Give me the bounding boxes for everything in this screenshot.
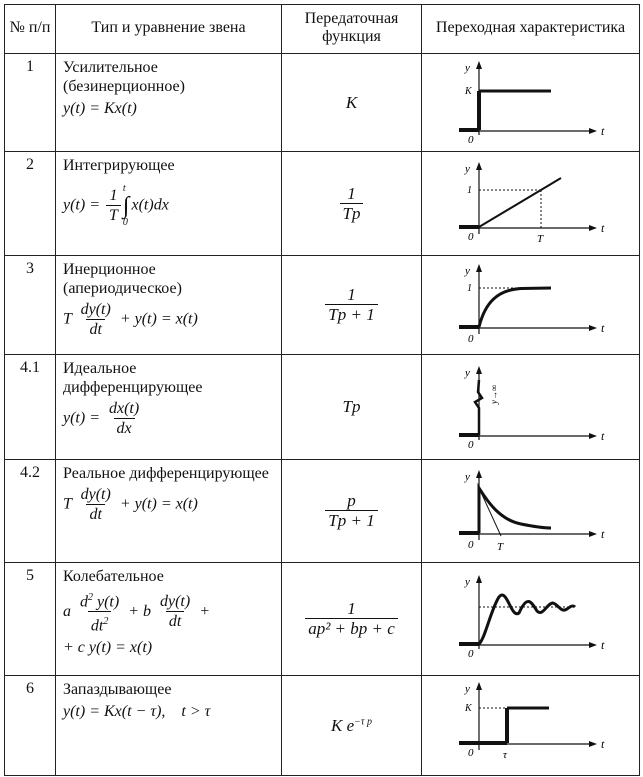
- axis-zero-label: 0: [467, 747, 473, 759]
- header-num: № п/п: [5, 5, 56, 54]
- transfer-function: Tp: [282, 355, 422, 460]
- link-type-name: Идеальное дифференцирующее: [63, 360, 203, 396]
- axis-y-label: y: [464, 62, 470, 74]
- axis-k-label: K: [464, 703, 472, 714]
- axis-zero-label: 0: [467, 231, 473, 243]
- link-equation: a $\frac{d^2 y(t)}{dt^2}$ + b $\frac{dy(t)}{dt}$ +: [63, 592, 210, 635]
- axis-t-label: t: [600, 737, 604, 751]
- aperiodic-response-chart: [451, 258, 611, 348]
- transfer-function: $\frac{p}{Tp + 1}$: [325, 492, 377, 530]
- link-equation: y(t) = $\frac{1}{T}$ t ∫ 0 x(t)dx: [63, 183, 169, 228]
- axis-zero-label: 0: [467, 648, 473, 660]
- row-number: 3: [5, 256, 56, 355]
- link-equation: y(t) = Kx(t): [63, 100, 137, 117]
- row-number: 2: [5, 152, 56, 256]
- real-diff-response-chart: [451, 464, 611, 554]
- oscillatory-response-chart: [451, 569, 611, 664]
- header-chart: Переходная характеристика: [422, 5, 640, 54]
- link-equation: y(t) = $\frac{dx(t)}{dx}$: [63, 400, 140, 437]
- row-number: 6: [5, 676, 56, 776]
- axis-zero-label: 0: [467, 332, 473, 345]
- transfer-functions-table: [4, 4, 640, 776]
- table-row: [5, 355, 640, 460]
- axis-y-label: y: [464, 683, 470, 695]
- transfer-function: $\frac{1}{Tp + 1}$: [325, 286, 377, 324]
- row-number: 1: [5, 54, 56, 152]
- link-equation: T $\frac{dy(t)}{dt}$ + y(t) = x(t): [63, 301, 198, 338]
- axis-zero-label: 0: [467, 538, 473, 551]
- link-type-name: Интегрирующее: [63, 157, 175, 174]
- table-row: [5, 256, 640, 355]
- axis-tau-label: τ: [502, 749, 507, 761]
- axis-t-label: t: [600, 428, 604, 443]
- link-equation: y(t) = Kx(t − τ), t > τ: [63, 703, 211, 720]
- row-number: 4.1: [5, 355, 56, 460]
- axis-y-label: y: [464, 264, 470, 277]
- table-row: [5, 152, 640, 256]
- link-equation-line2: + c y(t) = x(t): [63, 638, 153, 656]
- axis-t-label: t: [600, 526, 604, 541]
- transfer-function: K $e^{-\tau p}$: [282, 676, 422, 776]
- delay-response-chart: [451, 678, 611, 768]
- impulse-response-chart: [451, 360, 611, 450]
- transfer-function: K: [282, 54, 422, 152]
- axis-y-label: y: [464, 470, 470, 483]
- transfer-function: $\frac{1}{Tp}$: [340, 185, 364, 223]
- axis-y-label: y: [464, 163, 470, 175]
- header-row: [5, 5, 640, 54]
- axis-one-label: 1: [466, 185, 472, 196]
- header-type: Тип и уравнение звена: [56, 5, 282, 54]
- axis-y-label: y: [464, 576, 470, 588]
- ramp-response-chart: [451, 156, 611, 246]
- axis-t-label: t: [600, 124, 604, 138]
- step-response-chart: [451, 55, 611, 145]
- row-number: 5: [5, 563, 56, 676]
- axis-T-label: T: [536, 233, 543, 245]
- axis-zero-label: 0: [467, 438, 473, 450]
- axis-one-label: 1: [466, 282, 472, 294]
- header-tf: Передаточная функция: [282, 5, 422, 54]
- axis-k-label: K: [464, 86, 472, 97]
- link-type-name: Инерционное (апериодическое): [63, 261, 182, 297]
- link-type-name: Реальное дифференцирующее: [63, 465, 269, 482]
- axis-t-label: t: [600, 221, 604, 235]
- axis-t-label: t: [600, 638, 604, 652]
- table-row: [5, 54, 640, 152]
- axis-inf-label: y→∞: [488, 384, 499, 404]
- axis-t-label: t: [600, 320, 604, 335]
- row-number: 4.2: [5, 460, 56, 563]
- link-type-name: Запаздывающее: [63, 681, 172, 698]
- table-row: [5, 460, 640, 563]
- table-row: [5, 563, 640, 676]
- link-type-name: Колебательное: [63, 568, 164, 585]
- axis-y-label: y: [464, 366, 470, 379]
- link-equation: T $\frac{dy(t)}{dt}$ + y(t) = x(t): [63, 486, 198, 523]
- axis-zero-label: 0: [467, 134, 473, 145]
- axis-T-label: T: [496, 540, 503, 553]
- transfer-function: $\frac{1}{\text{ap² + bp + c}}$: [305, 600, 398, 638]
- table-row: [5, 676, 640, 776]
- link-type-name: Усилительное (безинерционное): [63, 59, 185, 95]
